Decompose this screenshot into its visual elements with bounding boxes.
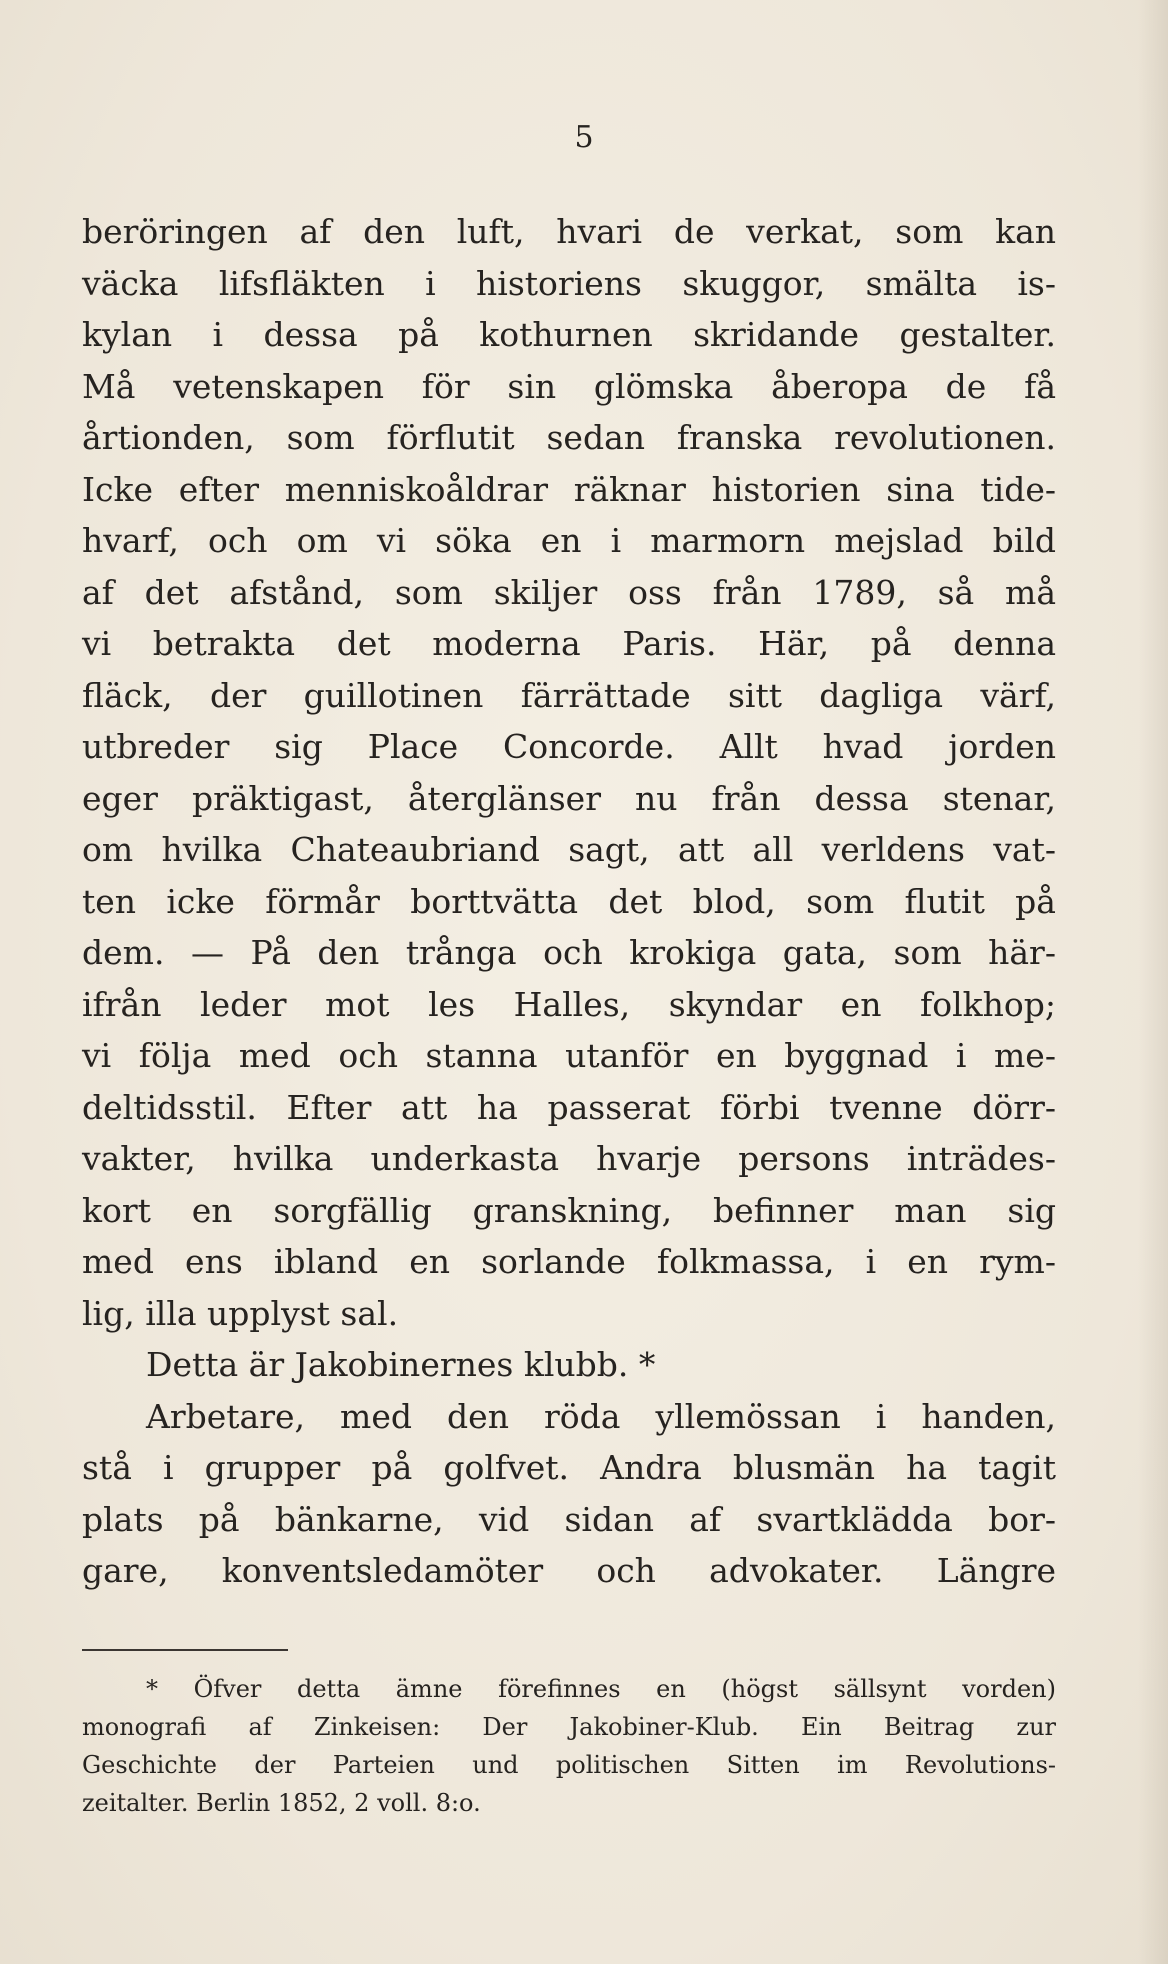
text-line: eger präktigast, återglänser nu från dessa stenar, [82,778,1056,818]
footnote [82,1670,1056,1822]
text-line: kylan i dessa på kothurnen skridande gestalter. [82,315,1056,354]
text-line: dem. — På den trånga och krokiga gata, som här- [82,933,1056,972]
text-line: vi följa med och stanna utanför en byggnad i me- [82,1036,1056,1075]
footnote-line: zeitalter. Berlin 1852, 2 voll. 8:o. [82,1789,481,1817]
text-line: kort en sorgfällig granskning, befinner man sig [82,1190,1056,1230]
text-line: ten icke förmår borttvätta det blod, som flutit på [82,881,1056,921]
footnote-line: monografi af Zinkeisen: Der Jakobiner-Klub. Ein Beitrag zur [82,1713,1056,1741]
text-line: ifrån leder mot les Halles, skyndar en folkhop; [82,984,1056,1024]
body-text [82,206,1056,1597]
text-line: gare, konventsledamöter och advokater. Längre [82,1551,1056,1590]
text-line: vi betrakta det moderna Paris. Här, på denna [82,624,1056,663]
text-line: lig, illa upplyst sal. [82,1293,399,1333]
text-line: af det afstånd, som skiljer oss från 1789, så må [82,572,1056,612]
text-line: väcka lifsfläkten i historiens skuggor, smälta is- [82,263,1056,303]
text-line: deltidsstil. Efter att ha passerat förbi tvenne dörr- [82,1087,1056,1127]
text-line: Detta är Jakobinernes klubb. * [146,1345,656,1384]
page-number: 5 [574,120,594,155]
text-line: Arbetare, med den röda yllemössan i handen, [146,1396,1056,1436]
text-line: plats på bänkarne, vid sidan af svartklädda bor- [82,1499,1056,1539]
text-line: stå i grupper på golfvet. Andra blusmän ha tagit [82,1448,1056,1487]
text-line: Icke efter menniskoåldrar räknar historien sina tide- [82,469,1056,509]
text-line: fläck, der guillotinen färrättade sitt dagliga värf, [82,675,1056,715]
text-line: Må vetenskapen för sin glömska åberopa de få [82,366,1056,406]
text-line: utbreder sig Place Concorde. Allt hvad jorden [82,727,1056,766]
footnote-line: * Öfver detta ämne förefinnes en (högst sällsynt vorden) [146,1675,1056,1703]
text-line: beröringen af den luft, hvari de verkat, som kan [82,212,1056,251]
text-line: om hvilka Chateaubriand sagt, att all verldens vat- [82,830,1056,869]
text-line: årtionden, som förflutit sedan franska revolutionen. [82,418,1056,457]
page-edge-shadow [1138,0,1168,1964]
text-line: med ens ibland en sorlande folkmassa, i en rym- [82,1242,1056,1281]
text-line: vakter, hvilka underkasta hvarje persons inträdes- [82,1139,1056,1178]
footnote-line: Geschichte der Parteien und politischen Sitten im Revolutions- [82,1751,1056,1779]
footnote-divider [82,1649,288,1651]
text-line: hvarf, och om vi söka en i marmorn mejslad bild [82,521,1056,560]
